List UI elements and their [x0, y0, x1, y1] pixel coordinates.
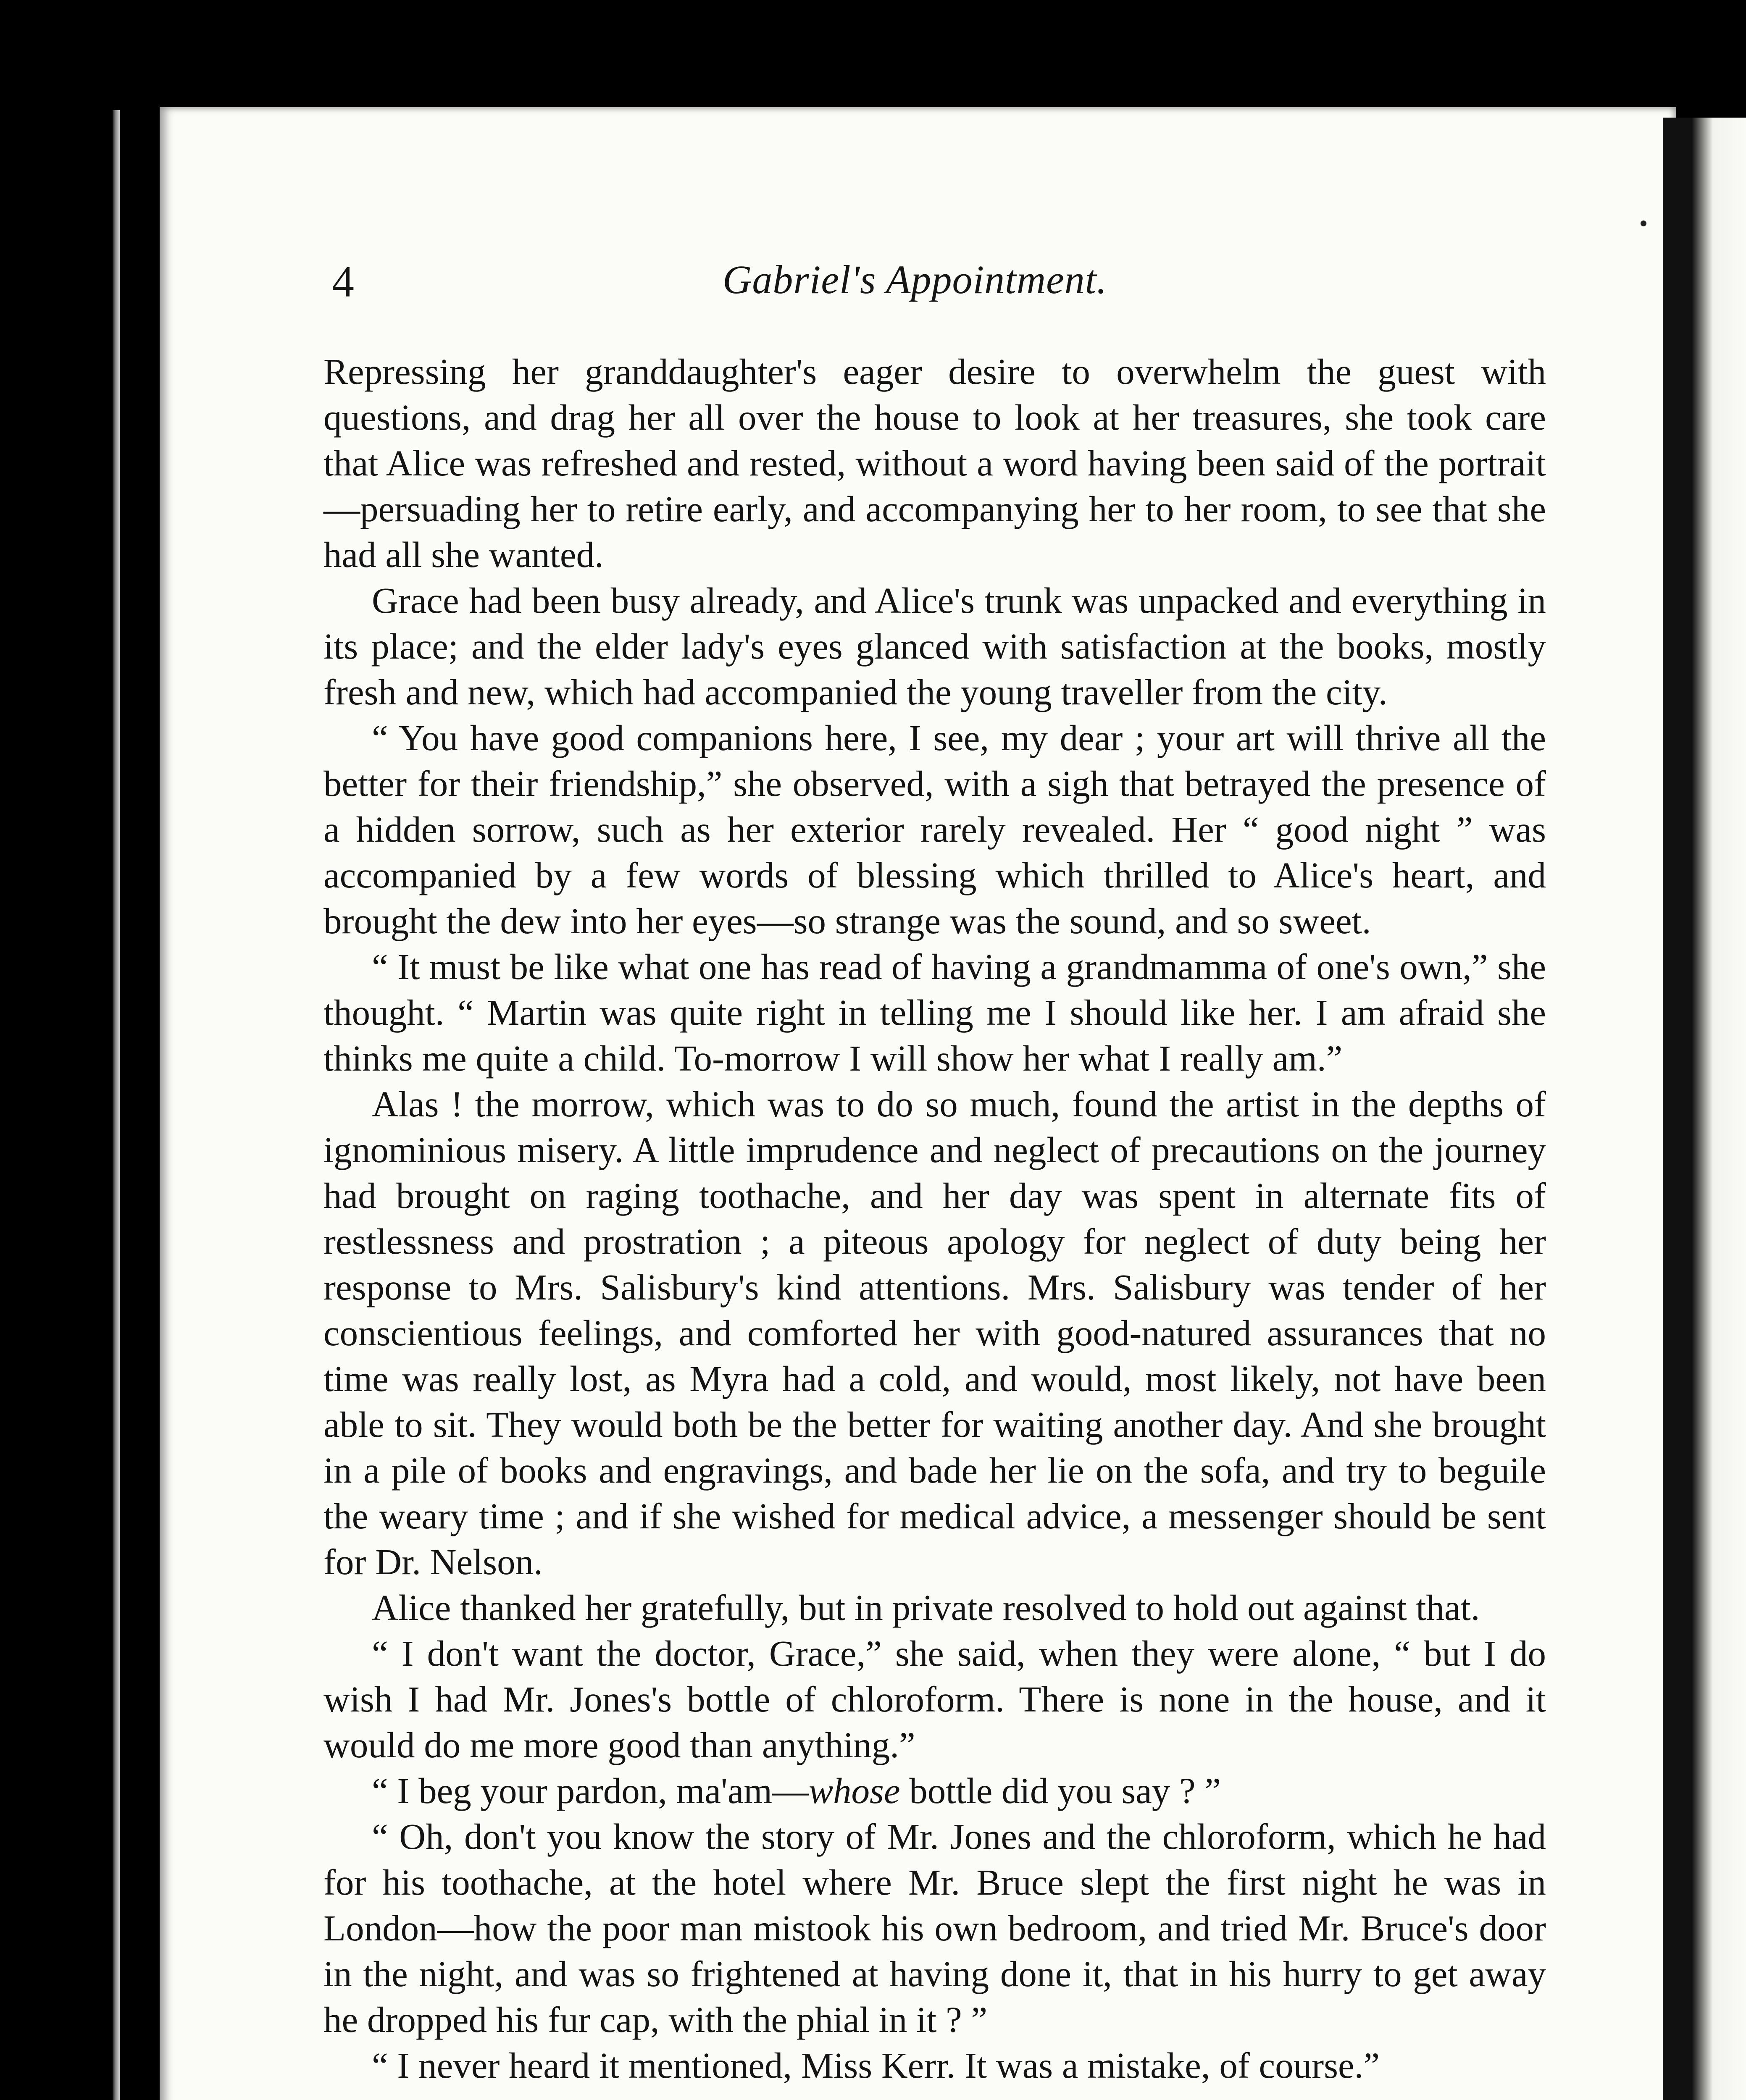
page-number: 4 — [332, 257, 354, 306]
paragraph: “ I never heard it mentioned, Miss Kerr. It was a mistake, of course.” — [372, 2045, 1380, 2086]
paragraph: Alice thanked her gratefully, but in private resolved to hold out against that. — [372, 1587, 1480, 1628]
paragraph: “ I don't want the doctor, Grace,” she said, when they were alone, “ but I do wish I had Mr. Jones's bottle of chloroform. There is none in the house, and it would do me more good than anything.” — [323, 1633, 1546, 1765]
running-title: Gabriel's Appointment. — [723, 257, 1107, 302]
paragraph-text: “ I beg your pardon, ma'am— — [372, 1770, 809, 1811]
paragraph: “ You have good companions here, I see, my dear ; your art will thrive all the better for their friendship,” she observed, with a sigh that betrayed the presence of a hidden sorrow, such as her exterior rarely revealed. Her “ good night ” was accompanied by a few words of blessing which thrilled to Alice's heart, and brought the dew into her eyes—so strange was the sound, and so sweet. — [323, 717, 1546, 941]
paragraph: Alas ! the morrow, which was to do so much, found the artist in the depths of ignominious misery. A little imprudence and neglect of precautions on the journey had brought on raging toothache, and her day was spent in alternate fits of restlessness and prostration ; a piteous apology for neglect of duty being her response to Mrs. Salisbury's kind attentions. Mrs. Salisbury was tender of her conscientious feelings, and comforted her with good-natured assurances that no time was really lost, as Myra had a cold, and would, most likely, not have been able to sit. They would both be the better for waiting another day. And she brought in a pile of books and engravings, and bade her lie on the sofa, and try to beguile the weary time ; and if she wished for medical advice, a messenger should be sent for Dr. Nelson. — [323, 1084, 1546, 1582]
facing-page-edge — [1663, 118, 1746, 2100]
paragraph: Grace had been busy already, and Alice's trunk was unpacked and everything in its place; and the elder lady's eyes glanced with satisfaction at the books, mostly fresh and new, which had accompanied the young traveller from the city. — [323, 580, 1546, 712]
paragraph — [323, 1768, 1546, 1814]
paragraph: “ It must be like what one has read of having a grandmamma of one's own,” she thought. “ Martin was quite right in telling me I should like her. I am afraid she thinks me quite a child. To-morrow I will show her what I really am.” — [323, 946, 1546, 1079]
body-text — [323, 349, 1546, 2088]
emphasis-text: whose — [809, 1770, 900, 1811]
page-header — [332, 256, 1550, 307]
paragraph: “ Oh, don't you know the story of Mr. Jones and the chloroform, which he had for his toothache, at the hotel where Mr. Bruce slept the first night he was in London—how the poor man mistook his own bedroom, and tried Mr. Bruce's door in the night, and was so frightened at having done it, that in his hurry to get away he dropped his fur cap, with the phial in it ? ” — [323, 1816, 1546, 2040]
paragraph-text: bottle did you say ? ” — [900, 1770, 1221, 1811]
page-spine-edge — [113, 110, 120, 2100]
paragraph: Repressing her granddaughter's eager desire to overwhelm the guest with questions, and drag her all over the house to look at her treasures, she took care that Alice was refreshed and rested, without a word having been said of the portrait—persuading her to retire early, and accompanying her to her room, to see that she had all she wanted. — [323, 351, 1546, 575]
page-speck — [1641, 220, 1646, 226]
